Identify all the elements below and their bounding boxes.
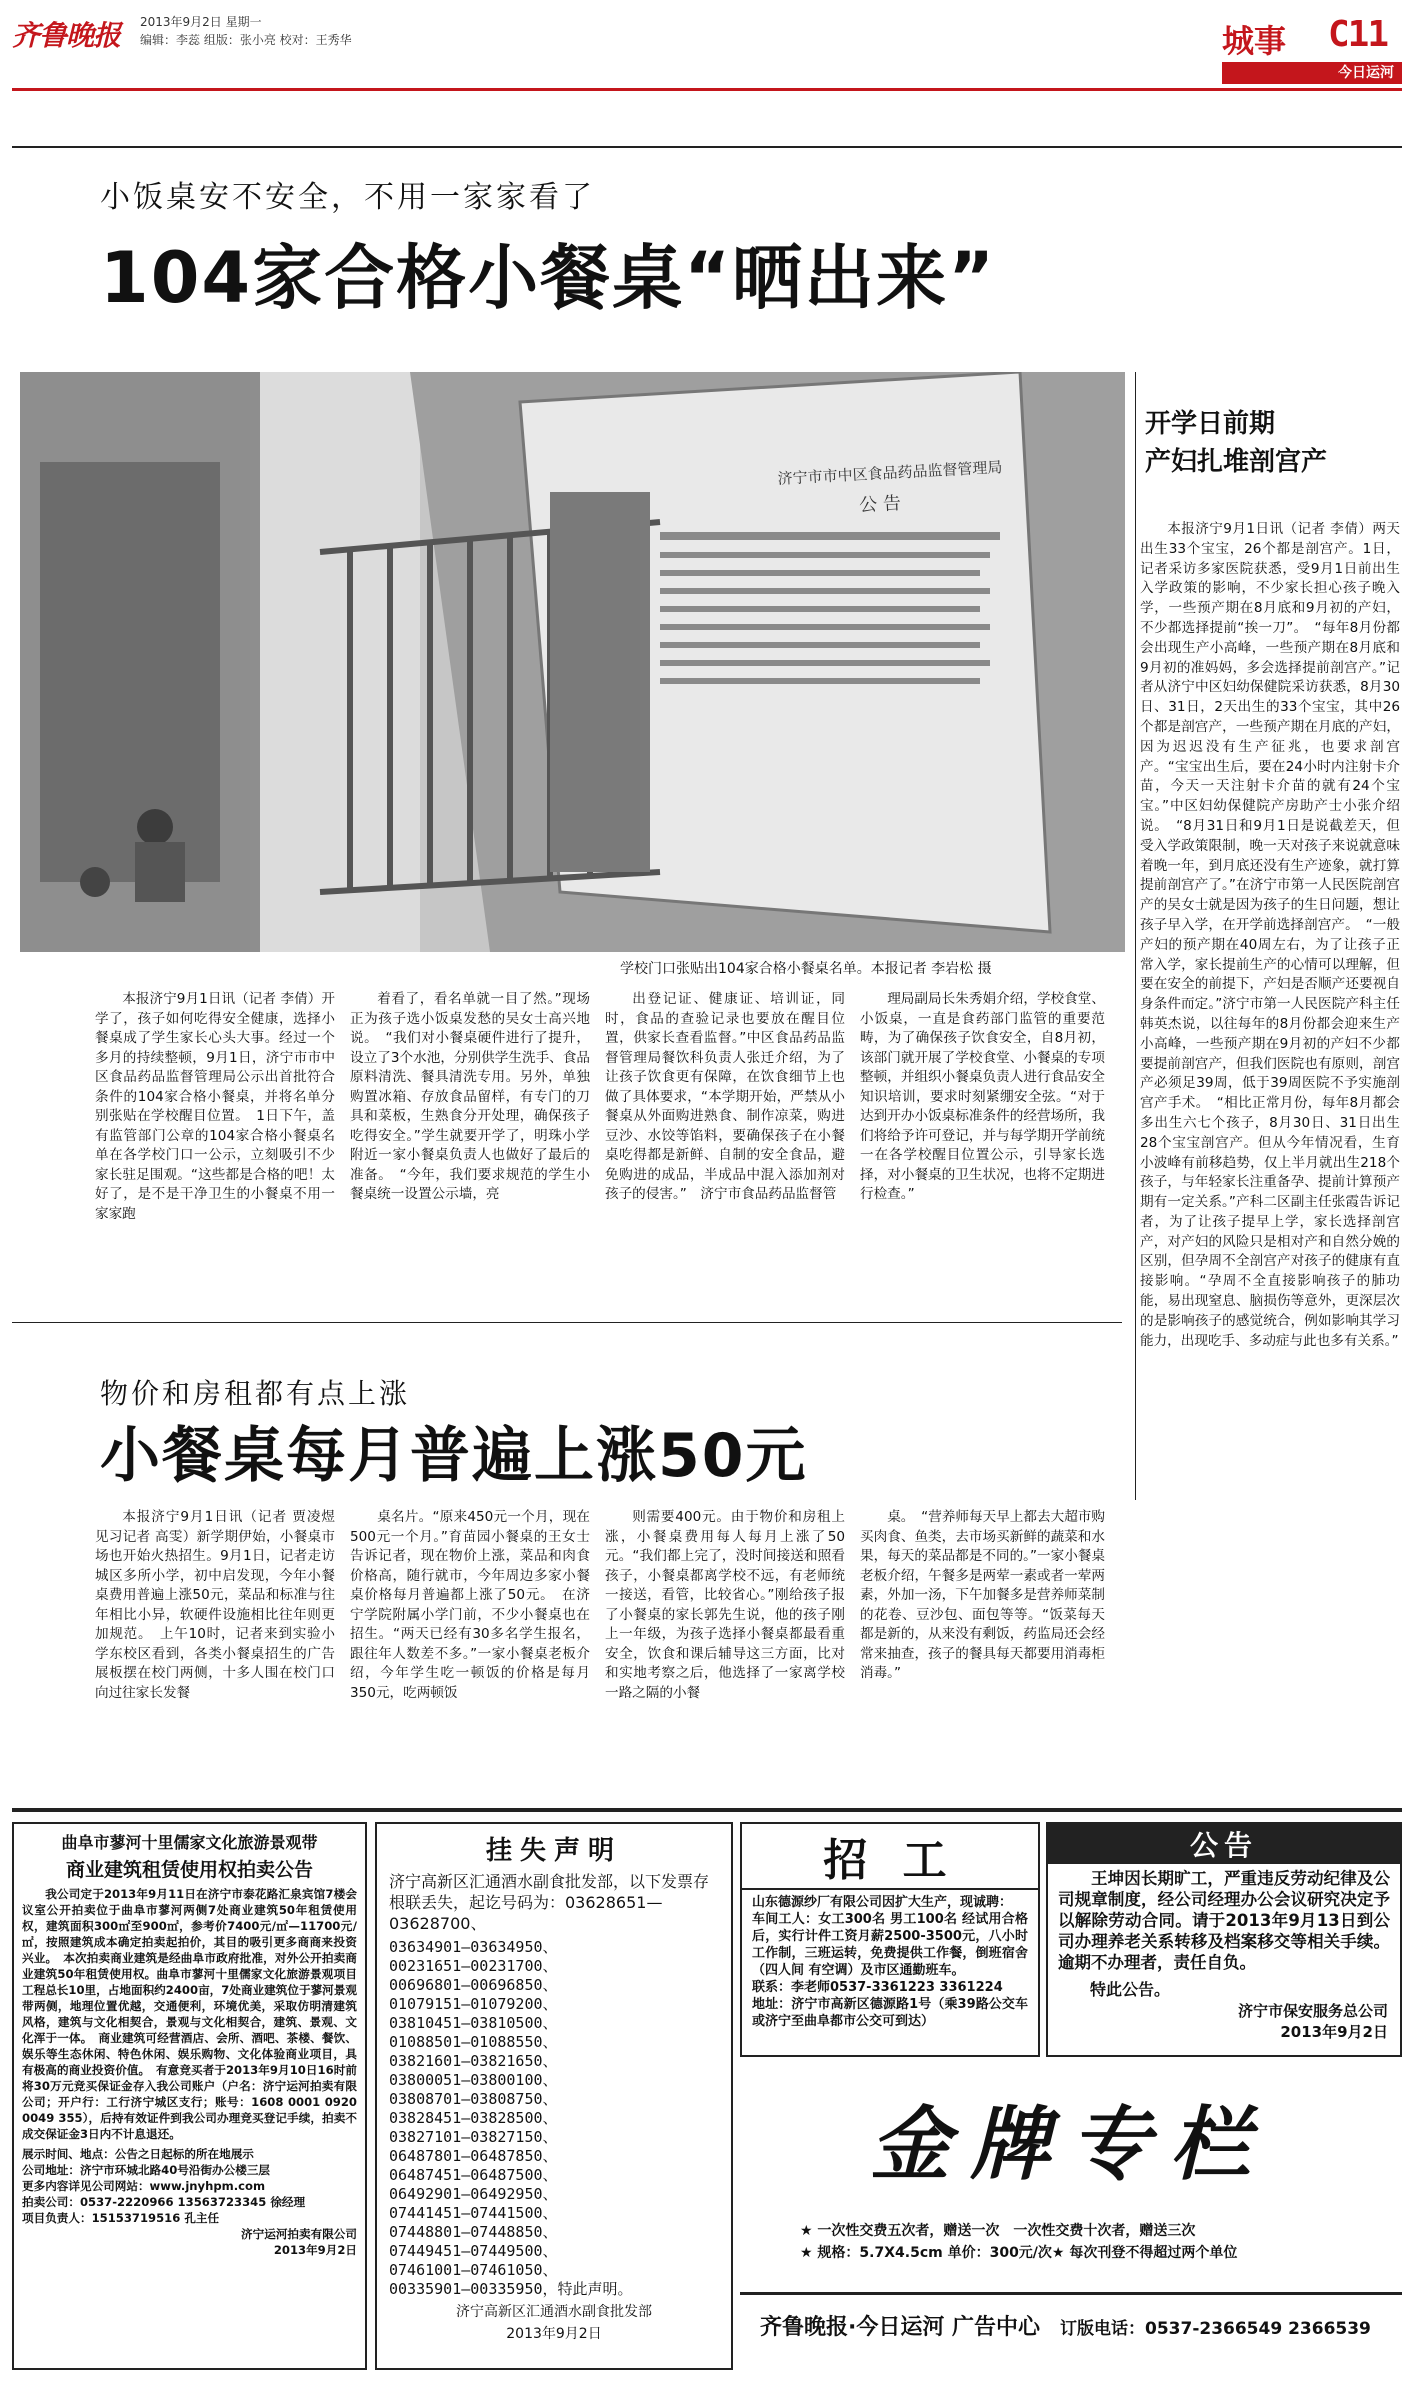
article1-col-3: 出登记证、健康证、培训证，同时，食品的查验记录也要放在醒目位置，供家长查看监督。”中区食品药品监督管理局餐饮科负责人张迁介绍，为了让孩子饮食更有保障，在饮食细节上也做了具体要求，“本学期开始，严禁从小餐桌从外面购进熟食、制作凉菜，购进豆沙、水饺等馅料，要确保孩子在小餐桌吃得都是新鲜、自制的安全食品，避免购进的成品，半成品中混入添加剂对孩子的侵害。” 济宁市食品药品监督管 bbox=[605, 991, 845, 1202]
lost-number-item: 06492901—06492950、 bbox=[389, 2185, 558, 2203]
gold-line2: ★ 规格：5.7X4.5cm 单价：300元/次★ 每次刊登不得超过两个单位 bbox=[800, 2245, 1238, 2261]
lost-number-item: 03808701—03808750、 bbox=[389, 2090, 558, 2108]
lost-intro: 济宁高新区汇通酒水副食批发部，以下发票存根联丢失，起讫号码为：03628651—03628700、 bbox=[389, 1872, 710, 1933]
auction-body: 我公司定于2013年9月11日在济宁市泰花路汇泉宾馆7楼会议室公开拍卖位于曲阜市蓼河两侧7处商业建筑50年租赁使用权，建筑面积300㎡至900㎡，参考价7400元/㎡—11700元/㎡，按照建筑成本确定拍卖起拍价，其目的吸引更多商商来投资兴业。 本次拍卖商业建筑是经曲阜市政府批准，对外公开拍卖商业建筑50年租赁使用权。曲阜市蓼河十里儒家文化旅游景观项目工程总长10里，占地面积约2400亩，7处商业建筑位于蓼河景观带两侧，地理位置优越，交通便利，环境优美，采取仿明清建筑风格，建筑与文化相契合，景观与文化相契合，建筑、景观、文化浑于一体。 商业建筑可经营酒店、会所、酒吧、茶楼、餐饮、娱乐等生态休闲、特色休闲、娱乐购物、文化体验商业项目，具有极高的商业投资价值。 有意竞买者于2013年9月10日16时前将30万元竞买保证金存入我公司账户（户名：济宁运河拍卖有限公司；开户行：工行济宁城区支行；账号：1608 0001 0920 0049 355），后持有效证件到我公司办理竞买登记手续，拍卖不成交保证金3日内不计息退还。 bbox=[22, 1887, 357, 2141]
lost-number-item: 03827101—03827150、 bbox=[389, 2128, 558, 2146]
lost-number-item: 03634901—03634950、 bbox=[389, 1938, 558, 1956]
hiring-address: 地址：济宁市高新区德源路1号（乘39路公交车或济宁至曲阜都市公交可到达） bbox=[752, 1997, 1028, 2029]
divider bbox=[12, 146, 1402, 148]
divider bbox=[12, 1322, 1122, 1323]
lost-number-item: 07441451—07441500、 bbox=[389, 2204, 558, 2222]
article1-kicker: 小饭桌安不安全，不用一家家看了 bbox=[100, 180, 595, 215]
lost-number-item: 07449451—07449500、 bbox=[389, 2242, 558, 2260]
lost-signer: 济宁高新区汇通酒水副食批发部 bbox=[456, 2304, 652, 2320]
auction-date: 2013年9月2日 bbox=[273, 2243, 357, 2257]
article2-body: 本报济宁9月1日讯（记者 李倩）两天出生33个宝宝，26个都是剖宫产。1日，记者采访多家医院获悉，受9月1日前出生入学政策的影响，不少家长担心孩子晚入学，一些预产期在8月底和9月初的产妇，不少都选择提前“挨一刀”。 “每年8月份都会出现生产小高峰，一些预产期在8月底和9月初的准妈妈，多会选择提前剖宫产。”记者从济宁中区妇幼保健院采访获悉，8月30日、31日，2天出生的33个宝宝，其中26个都是剖宫产，一些预产期在月底的产妇，因为迟迟没有生产征兆，也要求剖宫产。“宝宝出生后，要在24小时内注射卡介苗，今天一天注射卡介苗的就有24个宝宝。”中区妇幼保健院产房助产士小张介绍说。 “8月31日和9月1日是说截差天，但受入学政策限制，晚一天对孩子来说就意味着晚一年，到月底还没有生产迹象，就打算提前剖宫产了。”在济宁市第一人民医院剖宫产的吴女士就是因为孩子的生日问题，想让孩子早入学，在开学前选择剖宫产。 “一般产妇的预产期在40周左右，为了让孩子正常入学，家长提前生产的心情可以理解，但要在安全的前提下，产妇是否顺产还要视自身条件而定。”济宁市第一人民医院产科主任韩英杰说，以往每年的8月份都会迎来生产小高峰，一些预产期在9月初的产妇不少都要提前剖宫产，但我们医院也有原则，剖宫产必须足39周，低于39周医院不予实施剖宫产手术。 “相比正常月份，每年8月都会多出生六七个孩子，8月30日、31日出生28个宝宝剖宫产。但从今年情况看，生育小波峰有前移趋势，仅上半月就出生218个孩子，与年轻家长注重备孕、提前计算预产期有一定关系。”产科二区副主任张霞告诉记者，为了让孩子提早上学，家长选择剖宫产，对产妇的风险只是相对产和自然分娩的区别，但孕周不全剖宫产对孩子的健康有直接影响。“孕周不全直接影响孩子的肺功能，易出现窒息、脑损伤等意外，更深层次的是影响孩子的感觉统合，例如影响其学习能力，出现吃手、多动症与此也多有关系。” bbox=[1140, 521, 1400, 1349]
hiring-detail: 车间工人：女工300名 男工100名 经试用合格后，实行计件工资月薪2500-3500元，八小时工作制，三班运转，免费提供工作餐，倒班宿舍（四人间 有空调）及市区通勤班车。 bbox=[752, 1912, 1028, 1978]
page-number: C11 bbox=[1328, 14, 1388, 55]
lost-number-item: 03828451—03828500、 bbox=[389, 2109, 558, 2127]
article1-col-2: 着看了，看名单就一目了然。”现场正为孩子选小饭桌发愁的吴女士高兴地说。 “我们对小餐桌硬件进行了提升，设立了3个水池，分别供学生洗手、食品原料清洗、餐具清洗专用。另外，单独购置冰箱、存放食品留样，有专门的刀具和菜板，生熟食分开处理，确保孩子吃得安全。”学生就要开学了，明珠小学附近一家小餐桌负责人也做好了最后的准备。 “今年，我们要求规范的学生小餐桌统一设置公示墙，亮 bbox=[350, 991, 590, 1202]
lost-notice-ad bbox=[375, 1822, 733, 2370]
editor-line: 编辑：李蕊 组版：张小亮 校对：王秀华 bbox=[140, 33, 352, 47]
lost-number-item: 03810451—03810500、 bbox=[389, 2014, 558, 2032]
gold-rule bbox=[740, 2292, 1402, 2295]
notice-board-title: 济宁市市中区食品药品监督管理局 bbox=[777, 458, 1003, 488]
notice-title: 公告 bbox=[1048, 1824, 1400, 1864]
hiring-contact: 联系：李老师0537-3361223 3361224 bbox=[752, 1980, 1003, 1995]
lost-title: 挂失声明 bbox=[485, 1836, 622, 1866]
article3-col-3: 则需要400元。由于物价和房租上涨，小餐桌费用每人每月上涨了50元。“我们都上完了，没时间接送和照看孩子，小餐桌都离学校不远，有老师统一接送，看管，比较省心。”刚给孩子报了小餐桌的家长郭先生说，他的孩子刚上一年级，为孩子选择小餐桌都最看重安全，饮食和课后辅导这三方面，比对和实地考察之后，他选择了一家离学校一路之隔的小餐 bbox=[605, 1509, 845, 1701]
notice-tail: 特此公告。 bbox=[1090, 1980, 1171, 1999]
auction-line: 展示时间、地点：公告之日起标的所在地展示 bbox=[22, 2147, 254, 2161]
auction-org: 曲阜市蓼河十里儒家文化旅游景观带 bbox=[61, 1833, 318, 1852]
auction-signer: 济宁运河拍卖有限公司 bbox=[241, 2227, 357, 2241]
article1-col-1: 本报济宁9月1日讯（记者 李倩）开学了，孩子如何吃得安全健康，选择小餐桌成了学生家长心头大事。经过一个多月的持续整顿，9月1日，济宁市市中区食品药品监督管理局公示出首批符合条件的104家合格小餐桌，并将名单分别张贴在学校醒目位置。 1日下午，盖有监管部门公章的104家合格小餐桌名单在各学校门口一公示，立刻吸引不少家长驻足围观。“这些都是合格的吧！太好了，是不是干净卫生的小餐桌不用一家家跑 bbox=[95, 991, 335, 1222]
auction-line: 项目负责人：15153719516 孔主任 bbox=[22, 2211, 220, 2225]
ads-rule bbox=[12, 1808, 1402, 1812]
gold-title: 金牌专栏 bbox=[870, 2097, 1270, 2191]
article2-headline: 开学日前期 产妇扎堆剖宫产 bbox=[1145, 409, 1328, 477]
notice-date: 2013年9月2日 bbox=[1280, 2023, 1388, 2041]
notice-body: 王坤因长期旷工，严重违反劳动纪律及公司规章制度，经公司经理办公会议研究决定予以解除劳动合同。请于2013年9月13日到公司办理养老关系转移及档案移交等相关手续。逾期不办理者，责任自负。 bbox=[1058, 1869, 1390, 1972]
lost-number-list bbox=[377, 1938, 731, 2299]
lost-number-item: 07448801—07448850、 bbox=[389, 2223, 558, 2241]
lost-number-item: 03821601—03821650、 bbox=[389, 2052, 558, 2070]
gold-footer-right: 订版电话：0537-2366549 2366539 bbox=[1060, 2319, 1371, 2339]
masthead-logo: 齐鲁晚报 bbox=[12, 19, 121, 52]
lost-number-item: 06487451—06487500、 bbox=[389, 2166, 558, 2184]
date-line: 2013年9月2日 星期一 bbox=[140, 15, 262, 29]
gold-line1: ★ 一次性交费五次者，赠送一次 一次性交费十次者，赠送三次 bbox=[800, 2223, 1196, 2239]
article3-col-1: 本报济宁9月1日讯（记者 贾凌煜 见习记者 高雯）新学期伊始，小餐桌市场也开始火热招生。9月1日，记者走访城区多所小学，初中启发现，今年小餐桌费用普遍上涨50元，菜品和标准与往年相比小异，软硬件设施相比往年则更加规范。 上午10时，记者来到实验小学东校区看到，各类小餐桌招生的广告展板摆在校门两侧，十多人围在校门口向过往家长发餐 bbox=[95, 1509, 335, 1701]
lost-number-item: 00335901—00335950，特此声明。 bbox=[389, 2280, 633, 2298]
article1-headline: 104家合格小餐桌“晒出来” bbox=[100, 237, 997, 319]
article3-headline: 小餐桌每月普遍上涨50元 bbox=[100, 1421, 808, 1491]
article3-col-4: 桌。 “营养师每天早上都去大超市购买肉食、鱼类，去市场买新鲜的蔬菜和水果，每天的菜品都是不同的。”一家小餐桌老板介绍，午餐多是两荤一素或者一荤两素，外加一汤，下午加餐多是营养师菜制的花卷、豆沙包、面包等等。“饭菜每天都是新的，从来没有剩饭，药监局还会经常来抽查，孩子的餐具每天都要用消毒柜消毒。” bbox=[860, 1509, 1105, 1681]
lost-number-item: 00231651—00231700、 bbox=[389, 1957, 558, 1975]
article1-photo bbox=[20, 372, 1125, 952]
auction-line: 拍卖公司：0537-2220966 13563723345 徐经理 bbox=[22, 2195, 306, 2209]
gold-column-ad bbox=[740, 2070, 1402, 2370]
lost-number-item: 03800051—03800100、 bbox=[389, 2071, 558, 2089]
company-notice-ad bbox=[1046, 1822, 1402, 2057]
notice-signer: 济宁市保安服务总公司 bbox=[1237, 2002, 1388, 2020]
lost-number-item: 07461001—07461050、 bbox=[389, 2261, 558, 2279]
auction-ad bbox=[12, 1822, 367, 2370]
gold-footer-left: 齐鲁晚报·今日运河 广告中心 bbox=[760, 2315, 1041, 2340]
photo-caption: 学校门口张贴出104家合格小餐桌名单。本报记者 李岩松 摄 bbox=[620, 961, 992, 977]
lost-number-item: 01079151—01079200、 bbox=[389, 1995, 558, 2013]
article3-col-2: 桌名片。“原来450元一个月，现在500元一个月。”育苗园小餐桌的王女士告诉记者，现在物价上涨，菜品和肉食价格高，随行就市，今年周边多家小餐桌价格每月普遍都上涨了50元。 在济宁学院附属小学门前，不少小餐桌也在招生。“两天已经有30多名学生报名，跟往年人数差不多。”一家小餐桌老板介绍，今年学生吃一顿饭的价格是每月350元，吃两顿饭 bbox=[350, 1509, 590, 1701]
auction-line: 更多内容详见公司网站：www.jnyhpm.com bbox=[22, 2179, 266, 2193]
article3-kicker: 物价和房租都有点上涨 bbox=[100, 1377, 411, 1410]
lost-number-item: 00696801—00696850、 bbox=[389, 1976, 558, 1994]
header-rule bbox=[12, 88, 1402, 91]
hiring-ad bbox=[740, 1822, 1040, 2057]
hiring-intro: 山东德源纱厂有限公司因扩大生产，现诚聘： bbox=[752, 1895, 1013, 1910]
hiring-title: 招 工 bbox=[742, 1824, 1038, 1890]
lost-number-item: 06487801—06487850、 bbox=[389, 2147, 558, 2165]
lost-number-item: 01088501—01088550、 bbox=[389, 2033, 558, 2051]
sub-section-bar: 今日运河 bbox=[1222, 62, 1402, 84]
notice-board-sub: 公 告 bbox=[858, 492, 902, 517]
auction-contacts bbox=[14, 2146, 365, 2258]
auction-line: 公司地址：济宁市环城北路40号沿街办公楼三层 bbox=[22, 2163, 271, 2177]
article1-col-4: 理局副局长朱秀娟介绍，学校食堂、小饭桌，一直是食药部门监管的重要范畴，为了确保孩子饮食安全，自8月初，该部门就开展了学校食堂、小餐桌的专项整顿，并组织小餐桌负责人进行食品安全知识培训，要求时刻紧绷安全弦。“对于达到开办小饭桌标准条件的经营场所，我们将给予许可登记，并与每学期开学前统一在各学校醒目位置公示，引导家长选择，对小餐桌的卫生状况，也将不定期进行检查。” bbox=[860, 991, 1105, 1202]
auction-title: 商业建筑租赁使用权拍卖公告 bbox=[65, 1859, 313, 1881]
divider bbox=[1135, 372, 1136, 1500]
section-name: 城事 bbox=[1222, 22, 1287, 60]
lost-date: 2013年9月2日 bbox=[506, 2326, 602, 2342]
